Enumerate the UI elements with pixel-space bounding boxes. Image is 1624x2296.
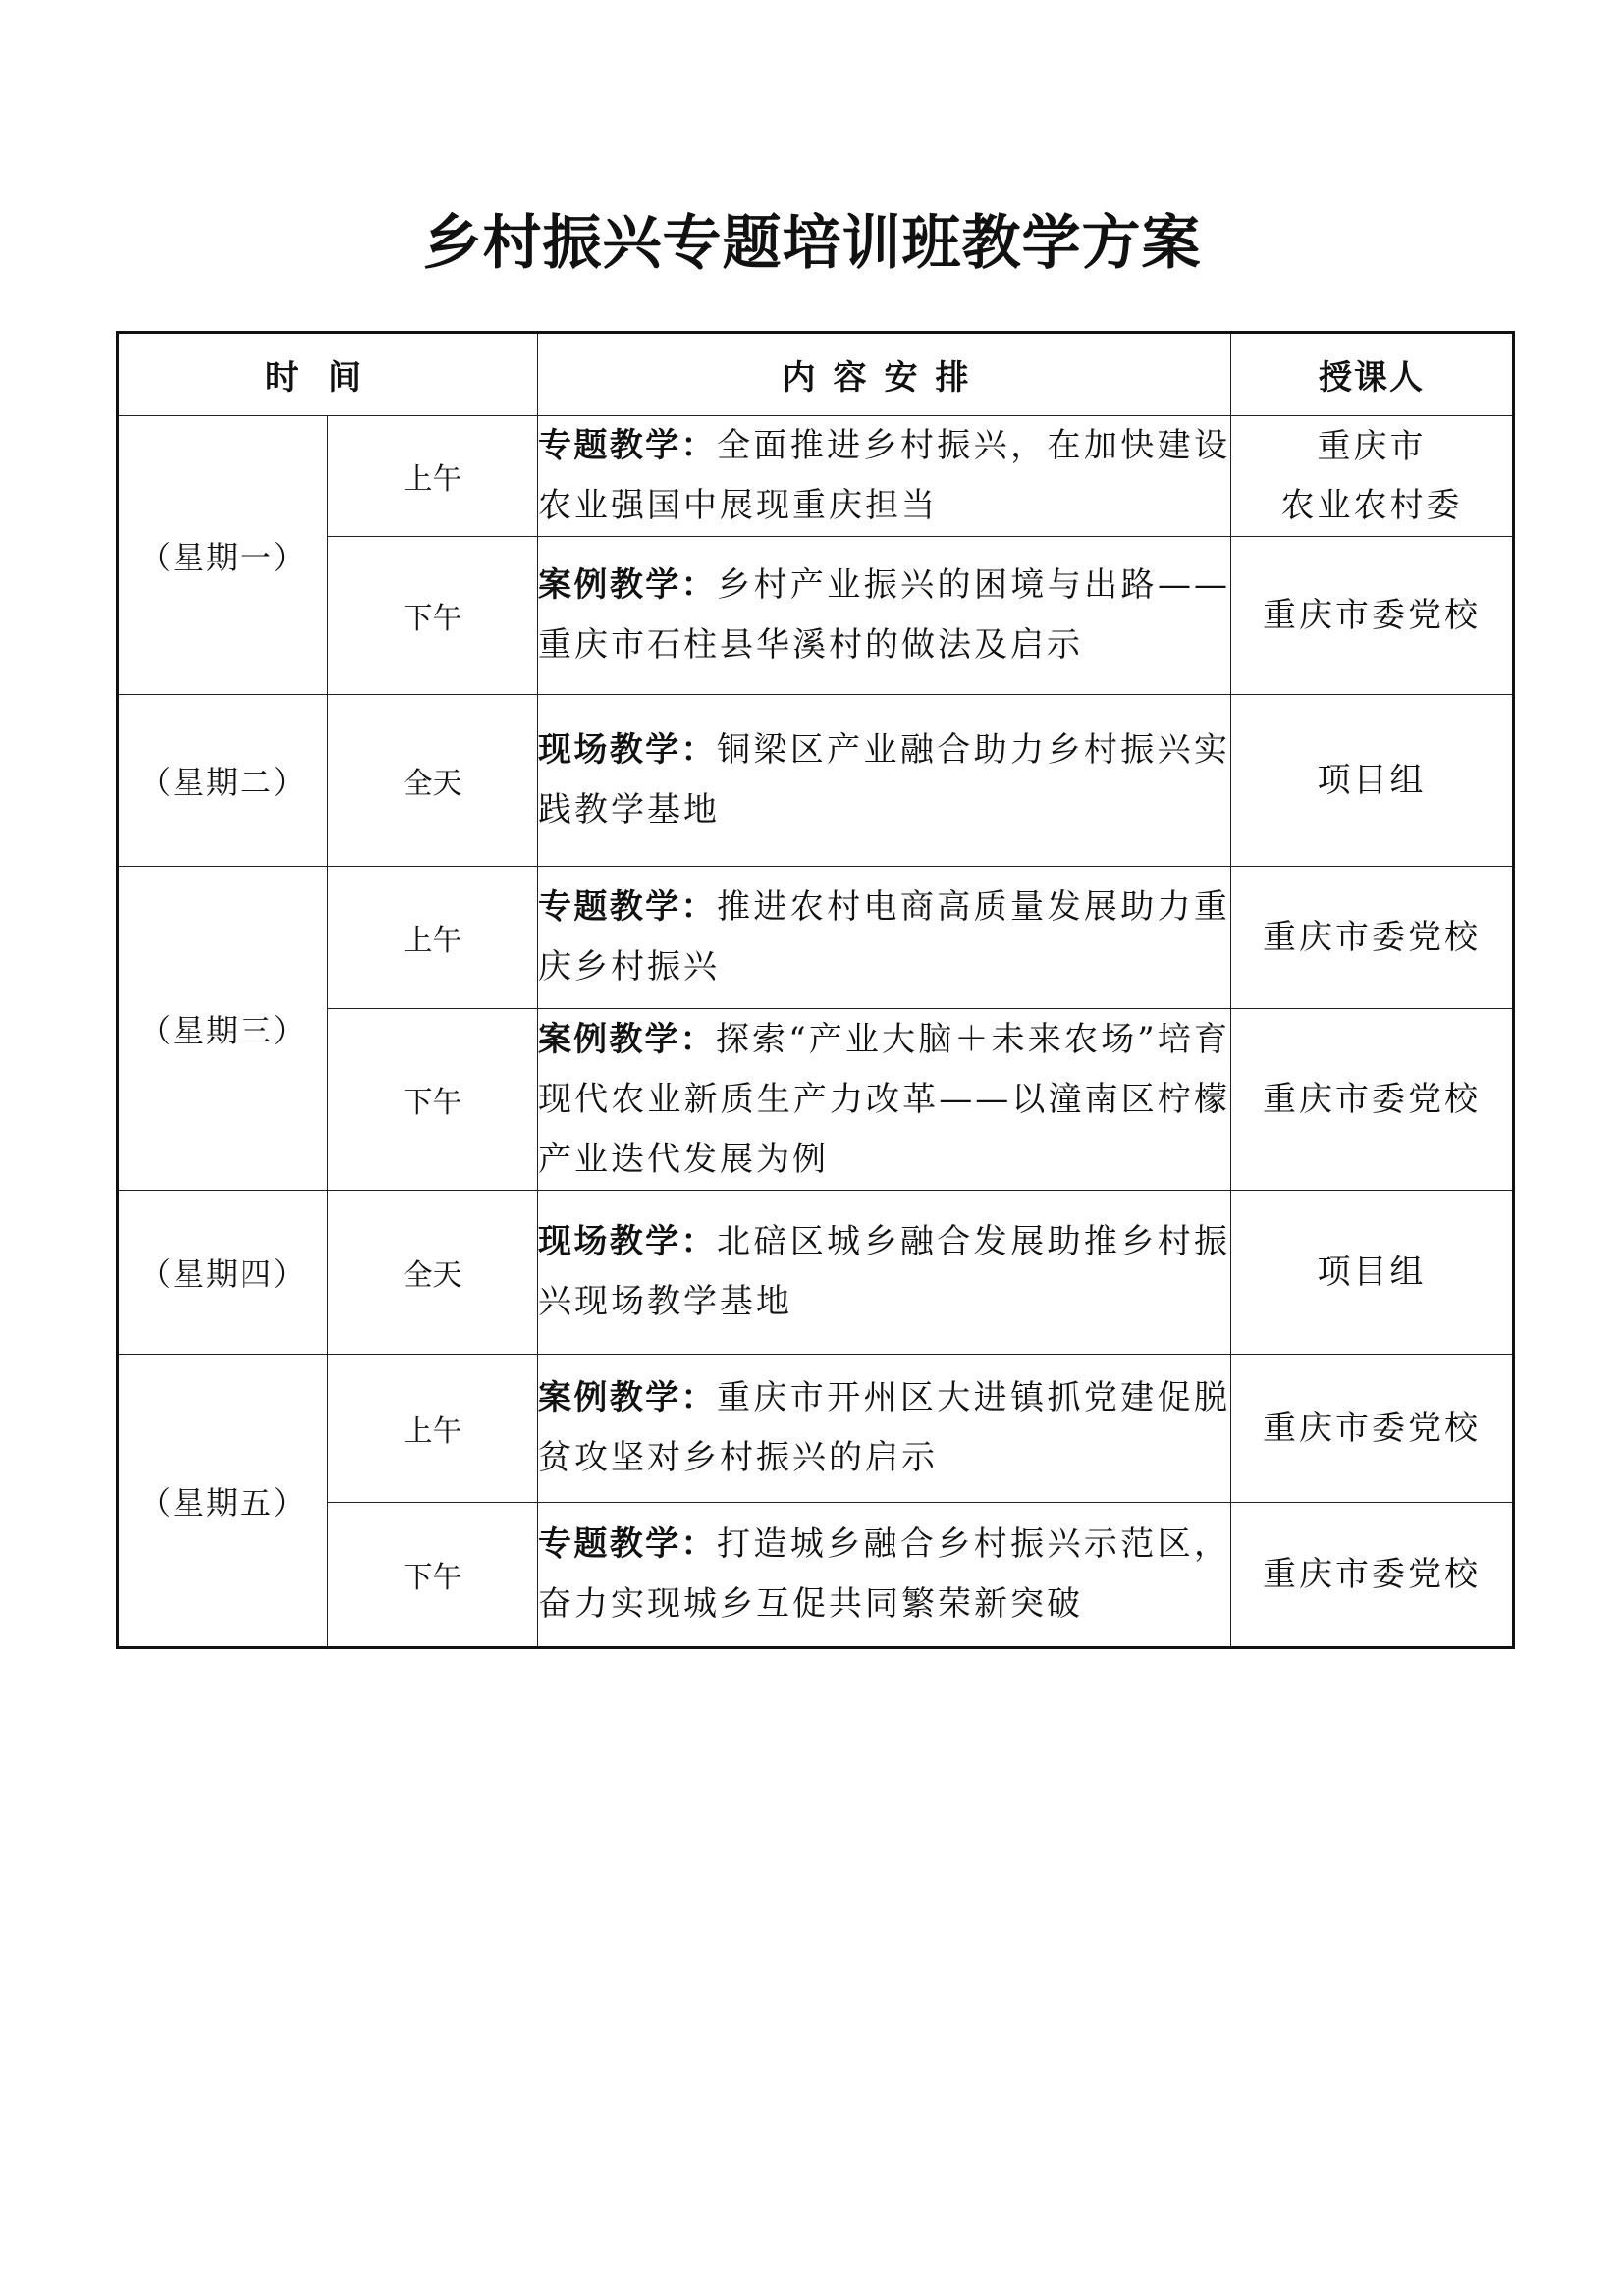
teacher-cell — [1231, 1503, 1514, 1648]
slot-cell: 上午 — [328, 867, 538, 1009]
content-cell — [538, 1503, 1231, 1648]
content-cell — [538, 1191, 1231, 1355]
content-cell — [538, 537, 1231, 695]
day-cell-wednesday: （星期三） — [118, 867, 328, 1191]
header-time: 时间 — [118, 333, 538, 416]
teacher-line: 重庆市委党校 — [1263, 1555, 1481, 1594]
teacher-cell — [1231, 416, 1514, 537]
teacher-line: 重庆市委党校 — [1263, 1080, 1481, 1119]
content-text: 全面推进乡村振兴，在加快建设农业强国中展现重庆担当 — [538, 426, 1231, 525]
teacher-line: 项目组 — [1317, 761, 1427, 800]
content-cell — [538, 416, 1231, 537]
content-type-label: 专题教学： — [538, 887, 717, 927]
teacher-line: 项目组 — [1317, 1253, 1427, 1292]
table-row — [118, 1191, 1514, 1355]
table-row — [118, 416, 1514, 537]
content-text: 北碚区城乡融合发展助推乡村振兴现场教学基地 — [538, 1222, 1231, 1321]
table-row — [118, 1355, 1514, 1503]
content-type-label: 现场教学： — [538, 1222, 717, 1261]
content-cell — [538, 1009, 1231, 1191]
slot-cell: 上午 — [328, 416, 538, 537]
table-row — [118, 1009, 1514, 1191]
teacher-line: 重庆市 — [1317, 427, 1427, 466]
day-cell-tuesday: （星期二） — [118, 695, 328, 867]
page-title: 乡村振兴专题培训班教学方案 — [422, 209, 1202, 278]
table-header-row — [118, 333, 1514, 416]
teacher-cell — [1231, 867, 1514, 1009]
content-cell — [538, 867, 1231, 1009]
content-type-label: 案例教学： — [538, 1019, 716, 1059]
content-text: 重庆市开州区大进镇抓党建促脱贫攻坚对乡村振兴的启示 — [538, 1378, 1231, 1477]
slot-cell: 下午 — [328, 1009, 538, 1191]
header-teacher: 授课人 — [1231, 333, 1514, 416]
day-cell-monday: （星期一） — [118, 416, 328, 695]
content-type-label: 现场教学： — [538, 730, 717, 770]
teacher-cell — [1231, 537, 1514, 695]
slot-cell: 全天 — [328, 695, 538, 867]
schedule-table — [116, 331, 1515, 1649]
content-type-label: 专题教学： — [538, 1524, 717, 1564]
teacher-cell — [1231, 1355, 1514, 1503]
content-type-label: 案例教学： — [538, 1378, 717, 1417]
day-cell-friday: （星期五） — [118, 1355, 328, 1648]
teacher-cell — [1231, 1191, 1514, 1355]
table-row — [118, 695, 1514, 867]
table-row — [118, 1503, 1514, 1648]
content-cell — [538, 1355, 1231, 1503]
slot-cell: 下午 — [328, 1503, 538, 1648]
header-content: 内容安排 — [538, 333, 1231, 416]
content-text: 推进农村电商高质量发展助力重庆乡村振兴 — [538, 887, 1231, 987]
content-text: 探索“产业大脑＋未来农场”培育现代农业新质生产力改革——以潼南区柠檬产业迭代发展为例 — [538, 1019, 1231, 1179]
table-row — [118, 537, 1514, 695]
teacher-cell — [1231, 695, 1514, 867]
teacher-line: 农业农村委 — [1280, 486, 1463, 525]
table-row — [118, 867, 1514, 1009]
content-type-label: 专题教学： — [538, 426, 717, 465]
slot-cell: 下午 — [328, 537, 538, 695]
content-text: 乡村产业振兴的困境与出路——重庆市石柱县华溪村的做法及启示 — [538, 565, 1231, 665]
content-text: 铜梁区产业融合助力乡村振兴实践教学基地 — [538, 730, 1231, 829]
slot-cell: 上午 — [328, 1355, 538, 1503]
day-cell-thursday: （星期四） — [118, 1191, 328, 1355]
teacher-cell — [1231, 1009, 1514, 1191]
teacher-line: 重庆市委党校 — [1263, 1409, 1481, 1448]
teacher-line: 重庆市委党校 — [1263, 596, 1481, 635]
content-type-label: 案例教学： — [538, 565, 718, 605]
slot-cell: 全天 — [328, 1191, 538, 1355]
content-text: 打造城乡融合乡村振兴示范区，奋力实现城乡互促共同繁荣新突破 — [538, 1524, 1231, 1624]
teacher-line: 重庆市委党校 — [1263, 918, 1481, 957]
content-cell — [538, 695, 1231, 867]
